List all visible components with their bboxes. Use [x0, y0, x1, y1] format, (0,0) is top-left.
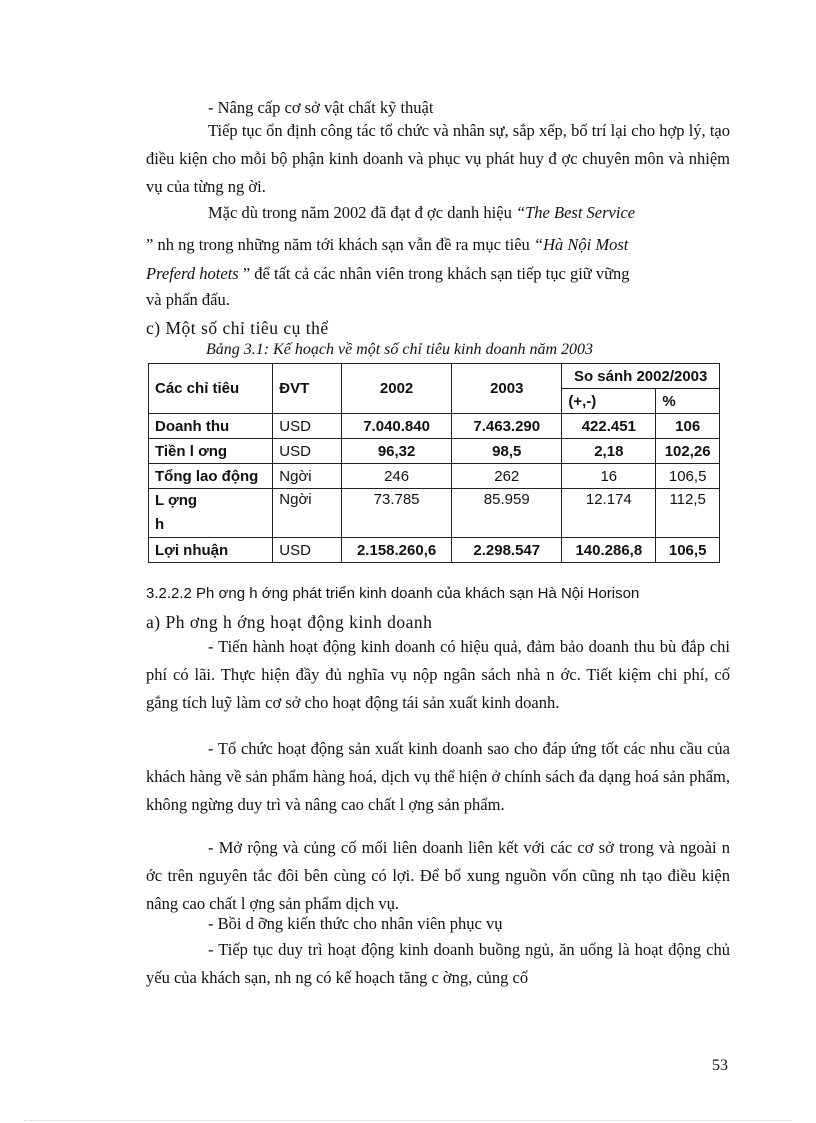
row-2003: 262	[452, 464, 562, 489]
table-row	[149, 489, 720, 538]
award-text-start: Mặc dù trong năm 2002 đã đạt đ ợc danh hiệu	[208, 203, 516, 222]
row-2002: 7.040.840	[342, 414, 452, 439]
row-2002: 2.158.260,6	[342, 538, 452, 563]
award-text-line2: ” nh ng trong những năm tới khách sạn vẫn đề ra mục tiêu	[146, 235, 534, 254]
row-diff: 2,18	[562, 439, 656, 464]
row-2003: 85.959	[452, 489, 562, 538]
table-row	[149, 538, 720, 563]
row-pct: 102,26	[656, 439, 720, 464]
bullet-upgrade: - Nâng cấp cơ sở vật chất kỹ thuật	[208, 98, 434, 117]
row-unit: USD	[273, 439, 342, 464]
paragraph-award-line2	[146, 232, 730, 258]
header-diff: (+,-)	[562, 389, 656, 414]
paragraph-a3: - Mở rộng và củng cố mối liên doanh liên kết với các cơ sở trong và ngoài n ớc trên nguyên tắc đôi bên cùng có lợi. Để bổ xung nguồn vốn cũng nh tạo điều kiện nâng cao chất l ợng sản phẩm dịch vụ.	[146, 838, 730, 913]
kpi-table	[148, 363, 720, 563]
goal-title-a: “Hà Nội Most	[533, 235, 629, 254]
row-diff: 12.174	[562, 489, 656, 538]
row-name: Lợi nhuận	[149, 538, 273, 563]
paragraph-a2: - Tổ chức hoạt động sản xuất kinh doanh sao cho đáp ứng tốt các nhu cầu của khách hàng về sản phẩm hàng hoá, dịch vụ thể hiện ở chính sách đa dạng hoá sản phẩm, không ngừng duy trì và nâng cao chất l ợng sản phẩm.	[146, 739, 730, 814]
header-pct: %	[656, 389, 720, 414]
paragraph-award-line3	[146, 261, 730, 287]
table-row	[149, 414, 720, 439]
paragraph-award-line1	[208, 200, 792, 226]
row-unit: Ngời	[273, 489, 342, 538]
table-row	[149, 464, 720, 489]
row-2002: 96,32	[342, 439, 452, 464]
row-name-main: L ợng	[155, 492, 198, 509]
subsection-title: 3.2.2.2 Ph ơng h ớng phát triển kinh doanh của khách sạn Hà Nội Horison	[146, 585, 640, 602]
row-name	[149, 489, 273, 538]
row-2003: 2.298.547	[452, 538, 562, 563]
award-text-line3: ” để tất cả các nhân viên trong khách sạn tiếp tục giữ vững	[238, 264, 630, 283]
row-2002: 246	[342, 464, 452, 489]
award-title: “The Best Service	[515, 203, 636, 222]
goal-title-b: Preferd hotets	[146, 264, 239, 283]
row-pct: 106,5	[656, 464, 720, 489]
row-pct: 112,5	[656, 489, 720, 538]
page-bottom-divider	[24, 1120, 792, 1121]
row-2002: 73.785	[342, 489, 452, 538]
paragraph-award-line4: và phấn đấu.	[146, 290, 230, 309]
row-diff: 140.286,8	[562, 538, 656, 563]
section-c-heading: c) Một số chỉ tiêu cụ thể	[146, 318, 329, 338]
row-diff: 16	[562, 464, 656, 489]
row-name: Tổng lao động	[149, 464, 273, 489]
paragraph-a4: - Bồi d ỡng kiến thức cho nhân viên phục vụ	[208, 914, 503, 933]
page-number: 53	[712, 1057, 728, 1074]
row-unit: USD	[273, 538, 342, 563]
paragraph-a5: - Tiếp tục duy trì hoạt động kinh doanh buồng ngủ, ăn uống là hoạt động chủ yếu của khách sạn, nh ng có kế hoạch tăng c ờng, củng cố	[146, 940, 730, 987]
row-unit: Ngời	[273, 464, 342, 489]
header-compare: So sánh 2002/2003	[562, 364, 720, 389]
header-unit: ĐVT	[273, 364, 342, 414]
table-header-row	[149, 364, 720, 389]
row-diff: 422.451	[562, 414, 656, 439]
paragraph-stabilize: Tiếp tục ổn định công tác tổ chức và nhân sự, sắp xếp, bố trí lại cho hợp lý, tạo điều kiện cho mỗi bộ phận kinh doanh và phục vụ phát huy đ ợc chuyên môn và nhiệm vụ của từng ng ời.	[146, 121, 730, 196]
table-caption: Bảng 3.1: Kế hoạch về một số chỉ tiêu kinh doanh năm 2003	[206, 341, 594, 358]
header-2003: 2003	[452, 364, 562, 414]
row-2003: 98,5	[452, 439, 562, 464]
paragraph-a1: - Tiến hành hoạt động kinh doanh có hiệu quả, đảm bảo doanh thu bù đắp chi phí có lãi. Thực hiện đầy đủ nghĩa vụ nộp ngân sách nhà n ớc. Tiết kiệm chi phí, cố gắng tích luỹ làm cơ sở cho hoạt động tái sản xuất kinh doanh.	[146, 637, 730, 712]
header-indicator: Các chỉ tiêu	[149, 364, 273, 414]
row-pct: 106	[656, 414, 720, 439]
row-name: Doanh thu	[149, 414, 273, 439]
table-row	[149, 439, 720, 464]
row-unit: USD	[273, 414, 342, 439]
header-2002: 2002	[342, 364, 452, 414]
row-name: Tiền l ơng	[149, 439, 273, 464]
row-name-cont: h	[155, 516, 165, 533]
row-2003: 7.463.290	[452, 414, 562, 439]
row-pct: 106,5	[656, 538, 720, 563]
section-a-heading: a) Ph ơng h ớng hoạt động kinh doanh	[146, 612, 433, 632]
